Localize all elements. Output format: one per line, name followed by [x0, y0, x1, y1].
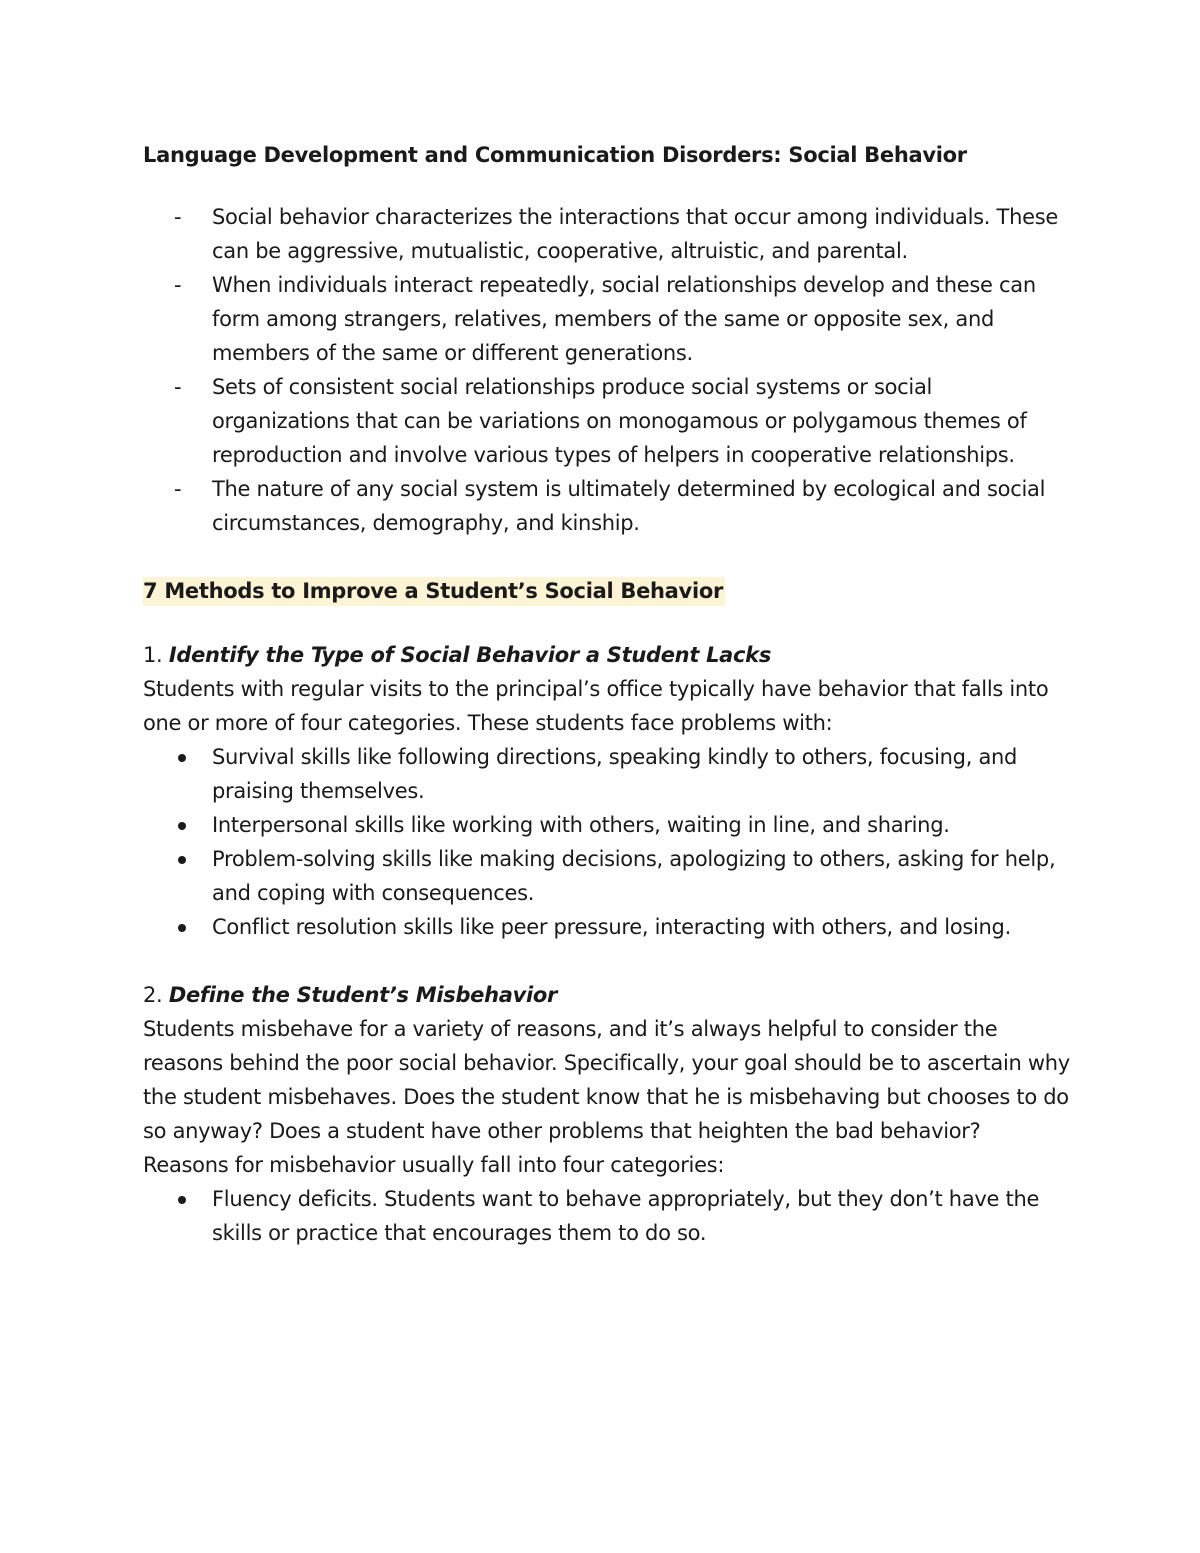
dash-marker: - — [174, 205, 182, 229]
method-2 — [143, 978, 1073, 1250]
bullet-text: Survival skills like following directions, speaking kindly to others, focusing, and praising themselves. — [212, 745, 1018, 803]
bullet-dot-icon — [178, 1196, 186, 1204]
bullet-text: Problem-solving skills like making decisions, apologizing to others, asking for help, and coping with consequences. — [212, 847, 1056, 905]
intro-item — [143, 268, 1073, 370]
dash-marker: - — [174, 477, 182, 501]
bullet-item — [143, 808, 1073, 842]
intro-item — [143, 472, 1073, 540]
bullet-item — [143, 842, 1073, 910]
method-paragraph: Students with regular visits to the principal’s office typically have behavior that falls into one or more of four categories. These students face problems with: — [143, 677, 1049, 735]
intro-item-text: Social behavior characterizes the interactions that occur among individuals. These can be aggressive, mutualistic, cooperative, altruistic, and parental. — [212, 205, 1058, 263]
document-title: Language Development and Communication Disorders: Social Behavior — [143, 143, 967, 167]
method-name: Identify the Type of Social Behavior a Student Lacks — [168, 643, 772, 667]
bullet-dot-icon — [178, 822, 186, 830]
document-page — [143, 138, 1073, 1250]
bullet-dot-icon — [178, 754, 186, 762]
method-number: 2. — [143, 983, 163, 1007]
bullet-dot-icon — [178, 924, 186, 932]
method-heading — [143, 978, 1073, 1012]
bullet-text: Fluency deficits. Students want to behave appropriately, but they don’t have the skills or practice that encourages them to do so. — [212, 1187, 1040, 1245]
intro-item — [143, 370, 1073, 472]
method-number: 1. — [143, 643, 163, 667]
dash-marker: - — [174, 375, 182, 399]
intro-item — [143, 200, 1073, 268]
bullet-item — [143, 1182, 1073, 1250]
intro-item-text: When individuals interact repeatedly, social relationships develop and these can form among strangers, relatives, members of the same or opposite sex, and members of the same or different generations. — [212, 273, 1036, 365]
dash-marker: - — [174, 273, 182, 297]
intro-list — [143, 200, 1073, 540]
method-bullet-list — [143, 740, 1073, 944]
bullet-item — [143, 910, 1073, 944]
section-heading: 7 Methods to Improve a Student’s Social Behavior — [143, 577, 725, 606]
method-name: Define the Student’s Misbehavior — [168, 983, 558, 1007]
intro-item-text: Sets of consistent social relationships produce social systems or social organizations that can be variations on monogamous or polygamous themes of reproduction and involve various types of helpers in cooperative relationships. — [212, 375, 1027, 467]
method-heading — [143, 638, 1073, 672]
intro-item-text: The nature of any social system is ultimately determined by ecological and social circumstances, demography, and kinship. — [212, 477, 1046, 535]
method-paragraph: Reasons for misbehavior usually fall into four categories: — [143, 1153, 725, 1177]
bullet-text: Conflict resolution skills like peer pressure, interacting with others, and losing. — [212, 915, 1011, 939]
method-bullet-list — [143, 1182, 1073, 1250]
method-1 — [143, 638, 1073, 944]
bullet-dot-icon — [178, 856, 186, 864]
bullet-text: Interpersonal skills like working with others, waiting in line, and sharing. — [212, 813, 950, 837]
section-spacer — [143, 944, 1073, 978]
method-paragraph: Students misbehave for a variety of reasons, and it’s always helpful to consider the reasons behind the poor social behavior. Specifically, your goal should be to ascertain why the student misbehaves. Does the student know that he is misbehaving but chooses to do so anyway? Does a student have other problems that heighten the bad behavior? — [143, 1017, 1070, 1143]
section-heading-row — [143, 574, 1073, 608]
bullet-item — [143, 740, 1073, 808]
